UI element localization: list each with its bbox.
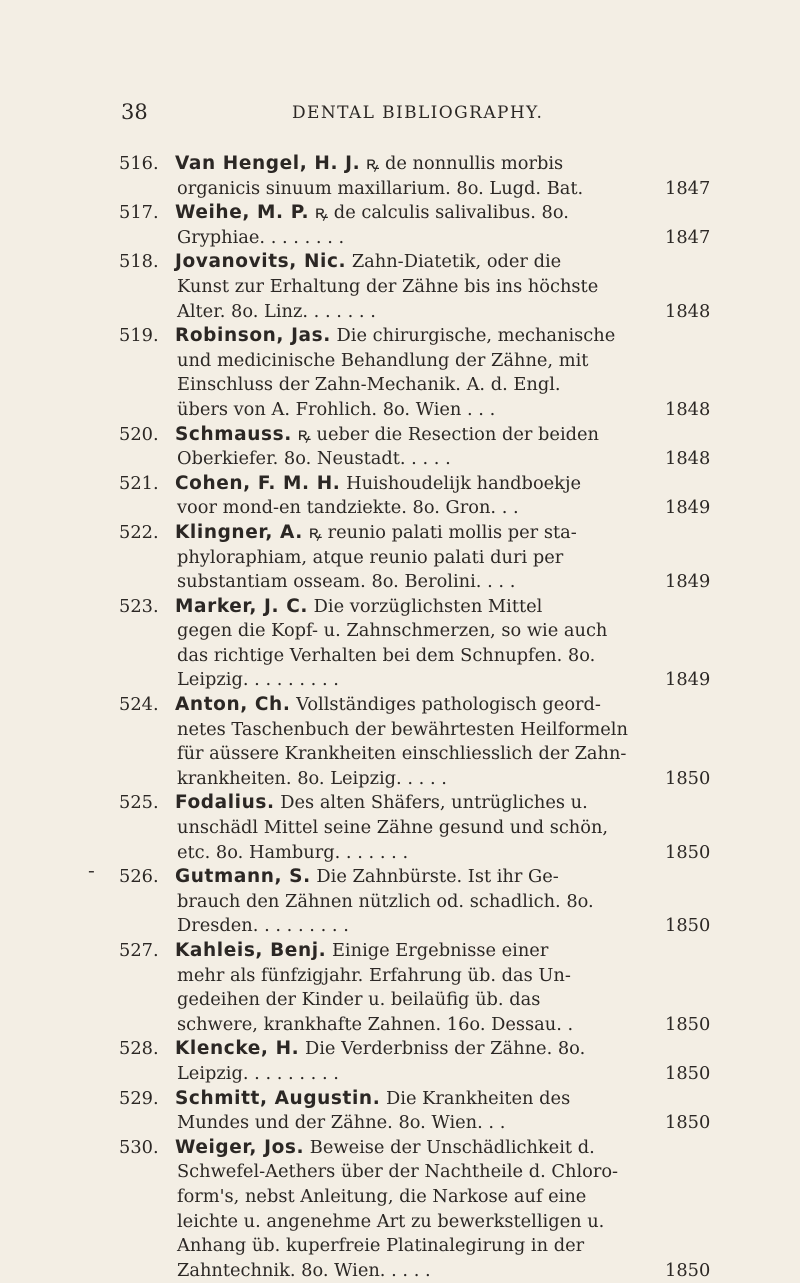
entry-text: Vollständiges pathologisch geord- xyxy=(290,694,601,716)
entry-text: phyloraphiam, atque reunio palati duri per xyxy=(177,546,564,568)
entry-line xyxy=(0,496,800,521)
entry-text: Dresden. . . . . . . . . xyxy=(177,915,349,937)
entry-text: gedeihen der Kinder u. beilaüfig üb. das xyxy=(177,989,541,1011)
entry-text: Beweise der Unschädlichkeit d. xyxy=(304,1136,595,1158)
entry-line xyxy=(0,767,800,792)
entry-line xyxy=(0,791,800,816)
entry-title-line xyxy=(175,201,660,226)
entry-author: Fodalius. xyxy=(175,792,275,814)
entry-line xyxy=(0,890,800,915)
entry-author: Van Hengel, H. J. xyxy=(175,153,361,174)
entry-text: Die Verderbniss der Zähne. 8o. xyxy=(299,1038,586,1060)
entry-text: Huishoudelijk handboekje xyxy=(340,472,581,494)
entry-text: Kunst zur Erhaltung der Zähne bis ins höchste xyxy=(177,275,599,297)
bibliography-entry xyxy=(0,1037,800,1086)
entry-text: mehr als fünfzigjahr. Erfahrung üb. das Un- xyxy=(177,964,571,986)
entry-text: Die Zahnbürste. Ist ihr Ge- xyxy=(310,866,559,888)
entry-text: form's, nebst Anleitung, die Narkose auf eine xyxy=(177,1185,587,1207)
entry-line xyxy=(0,1259,800,1283)
bibliography-entry xyxy=(0,250,800,324)
entry-line xyxy=(0,324,800,349)
entry-line xyxy=(0,226,800,251)
entry-author: Klencke, H. xyxy=(175,1038,300,1060)
entry-line xyxy=(0,914,800,939)
entry-text: Zahn-Diatetik, oder die xyxy=(346,251,562,273)
entry-line xyxy=(0,1062,800,1087)
entry-title-line xyxy=(175,939,660,964)
entry-text: Des alten Shäfers, untrügliches u. xyxy=(274,792,588,814)
entry-year: 1850 xyxy=(665,1013,711,1035)
entry-line xyxy=(0,1185,800,1210)
entry-text: Die chirurgische, mechanische xyxy=(330,325,616,347)
entry-line xyxy=(0,201,800,226)
entry-year: 1848 xyxy=(665,448,711,470)
entry-author: Robinson, Jas. xyxy=(175,325,331,347)
entry-title-line xyxy=(175,1037,660,1062)
margin-mark: - xyxy=(88,858,95,882)
entry-number: 529. xyxy=(119,1087,159,1109)
entry-author: Weiger, Jos. xyxy=(175,1136,305,1158)
entry-line xyxy=(0,472,800,497)
entry-line xyxy=(0,718,800,743)
entry-title-line xyxy=(175,1087,660,1112)
entry-line xyxy=(0,1087,800,1112)
entry-text: ꝶ de calculis salivalibus. 8o. xyxy=(309,202,569,224)
entry-line xyxy=(0,595,800,620)
entry-title-line xyxy=(175,152,660,177)
entry-line xyxy=(0,644,800,669)
entry-title-line xyxy=(175,595,660,620)
entry-line xyxy=(0,1013,800,1038)
entry-number: 519. xyxy=(119,325,159,347)
bibliography-entry xyxy=(0,791,800,865)
entry-text: Leipzig. . . . . . . . . xyxy=(177,1062,339,1084)
entry-year: 1850 xyxy=(665,1259,711,1281)
entry-line xyxy=(0,447,800,472)
entry-number: 520. xyxy=(119,423,159,445)
entry-line xyxy=(0,177,800,202)
entry-year: 1849 xyxy=(665,669,711,691)
bibliography-entry xyxy=(0,595,800,693)
entry-text: das richtige Verhalten bei dem Schnupfen. 8o. xyxy=(177,644,596,666)
entry-author: Jovanovits, Nic. xyxy=(175,251,347,273)
entry-text: für aüssere Krankheiten einschliesslich der Zahn- xyxy=(177,743,627,765)
entry-text: Einschluss der Zahn-Mechanik. A. d. Engl. xyxy=(177,374,561,396)
entry-line xyxy=(0,619,800,644)
entry-line xyxy=(0,1210,800,1235)
entry-line xyxy=(0,373,800,398)
bibliography-entry xyxy=(0,423,800,472)
entry-number: 527. xyxy=(119,940,159,961)
entry-text: unschädl Mittel seine Zähne gesund und schön, xyxy=(177,817,609,839)
entry-line xyxy=(0,349,800,374)
entry-text: brauch den Zähnen nützlich od. schadlich. 8o. xyxy=(177,890,594,912)
entry-text: voor mond-en tandziekte. 8o. Gron. . . xyxy=(177,497,519,519)
entry-text: krankheiten. 8o. Leipzig. . . . . xyxy=(177,767,447,789)
entry-year: 1850 xyxy=(665,767,711,789)
entry-author: Marker, J. C. xyxy=(175,595,309,617)
entry-line xyxy=(0,546,800,571)
entry-text: Zahntechnik. 8o. Wien. . . . . xyxy=(177,1259,431,1281)
entry-line xyxy=(0,939,800,964)
bibliography-entry xyxy=(0,1136,800,1283)
entry-text: Die vorzüglichsten Mittel xyxy=(308,595,543,617)
entry-number: 526. xyxy=(119,866,159,888)
bibliography-entry xyxy=(0,472,800,521)
running-title: DENTAL BIBLIOGRAPHY. xyxy=(292,103,544,123)
entry-author: Schmauss. xyxy=(175,423,292,445)
entry-title-line xyxy=(175,865,660,890)
bibliography-entry xyxy=(0,152,800,201)
bibliography-entry xyxy=(0,324,800,422)
entry-text: ꝶ ueber die Resection der beiden xyxy=(291,423,599,445)
entry-text: ꝶ reunio palati mollis per sta- xyxy=(302,521,577,543)
entry-author: Gutmann, S. xyxy=(175,866,311,888)
entry-author: Klingner, A. xyxy=(175,521,303,543)
entry-text: substantiam osseam. 8o. Berolini. . . . xyxy=(177,571,516,593)
entry-title-line xyxy=(175,250,660,275)
entry-line xyxy=(0,152,800,177)
entry-title-line xyxy=(175,791,660,816)
entry-year: 1850 xyxy=(665,915,711,937)
entry-line xyxy=(0,423,800,448)
entry-number: 516. xyxy=(119,153,159,174)
entry-text: Oberkiefer. 8o. Neustadt. . . . . xyxy=(177,448,451,470)
entry-number: 518. xyxy=(119,251,159,273)
entry-year: 1849 xyxy=(665,571,711,593)
entry-line xyxy=(0,275,800,300)
entry-author: Cohen, F. M. H. xyxy=(175,472,341,494)
entry-text: Leipzig. . . . . . . . . xyxy=(177,669,339,691)
entry-year: 1850 xyxy=(665,1062,711,1084)
entry-text: ꝶ de nonnullis morbis xyxy=(360,153,564,174)
entry-number: 524. xyxy=(119,694,159,716)
entry-author: Kahleis, Benj. xyxy=(175,940,327,961)
entry-text: netes Taschenbuch der bewährtesten Heilformeln xyxy=(177,718,628,740)
entry-line xyxy=(0,1037,800,1062)
entry-line xyxy=(0,300,800,325)
entry-year: 1847 xyxy=(665,177,711,199)
entry-line xyxy=(0,521,800,546)
bibliography-list xyxy=(0,152,800,1283)
entry-number: 525. xyxy=(119,792,159,814)
entry-author: Anton, Ch. xyxy=(175,694,291,716)
entry-number: 522. xyxy=(119,521,159,543)
entry-title-line xyxy=(175,1136,660,1161)
entry-year: 1847 xyxy=(665,226,711,248)
bibliography-entry xyxy=(0,939,800,1037)
entry-title-line xyxy=(175,521,660,546)
entry-line xyxy=(0,1160,800,1185)
entry-line xyxy=(0,570,800,595)
bibliography-entry xyxy=(0,693,800,791)
entry-line xyxy=(0,841,800,866)
entry-text: gegen die Kopf- u. Zahnschmerzen, so wie auch xyxy=(177,620,608,642)
entry-line xyxy=(0,865,800,890)
entry-text: Gryphiae. . . . . . . . xyxy=(177,226,345,248)
entry-year: 1850 xyxy=(665,841,711,863)
entry-title-line xyxy=(175,423,660,448)
entry-number: 528. xyxy=(119,1038,159,1060)
entry-text: Alter. 8o. Linz. . . . . . . xyxy=(177,300,376,322)
page-number: 38 xyxy=(121,100,148,124)
entry-title-line xyxy=(175,693,660,718)
entry-year: 1848 xyxy=(665,398,711,420)
entry-text: leichte u. angenehme Art zu bewerkstelligen u. xyxy=(177,1210,605,1232)
entry-line xyxy=(0,988,800,1013)
bibliography-entry xyxy=(0,201,800,250)
entry-line xyxy=(0,1234,800,1259)
entry-line xyxy=(0,693,800,718)
entry-author: Schmitt, Augustin. xyxy=(175,1087,381,1109)
entry-number: 523. xyxy=(119,595,159,617)
entry-title-line xyxy=(175,472,660,497)
entry-text: Mundes und der Zähne. 8o. Wien. . . xyxy=(177,1112,506,1134)
entry-text: organicis sinuum maxillarium. 8o. Lugd. Bat. xyxy=(177,177,584,199)
entry-text: Einige Ergebnisse einer xyxy=(326,940,549,961)
bibliography-entry xyxy=(0,865,800,939)
entry-number: 521. xyxy=(119,472,159,494)
entry-line xyxy=(0,964,800,989)
entry-text: Anhang üb. kuperfreie Platinalegirung in der xyxy=(177,1235,585,1257)
entry-text: Die Krankheiten des xyxy=(380,1087,571,1109)
entry-year: 1849 xyxy=(665,497,711,519)
page-header xyxy=(0,100,800,130)
entry-line xyxy=(0,1136,800,1161)
entry-text: übers von A. Frohlich. 8o. Wien . . . xyxy=(177,398,496,420)
entry-line xyxy=(0,398,800,423)
bibliography-entry xyxy=(0,1087,800,1136)
entry-title-line xyxy=(175,324,660,349)
entry-line xyxy=(0,742,800,767)
bibliography-entry xyxy=(0,521,800,595)
entry-author: Weihe, M. P. xyxy=(175,202,310,224)
entry-text: Schwefel-Aethers über der Nachtheile d. Chloro- xyxy=(177,1161,619,1183)
entry-line xyxy=(0,668,800,693)
entry-number: 517. xyxy=(119,202,159,224)
entry-text: und medicinische Behandlung der Zähne, mit xyxy=(177,349,589,371)
entry-year: 1848 xyxy=(665,300,711,322)
entry-number: 530. xyxy=(119,1136,159,1158)
entry-text: schwere, krankhafte Zahnen. 16o. Dessau. . xyxy=(177,1013,574,1035)
entry-line xyxy=(0,816,800,841)
entry-line xyxy=(0,1111,800,1136)
entry-text: etc. 8o. Hamburg. . . . . . . xyxy=(177,841,409,863)
entry-year: 1850 xyxy=(665,1112,711,1134)
entry-line xyxy=(0,250,800,275)
